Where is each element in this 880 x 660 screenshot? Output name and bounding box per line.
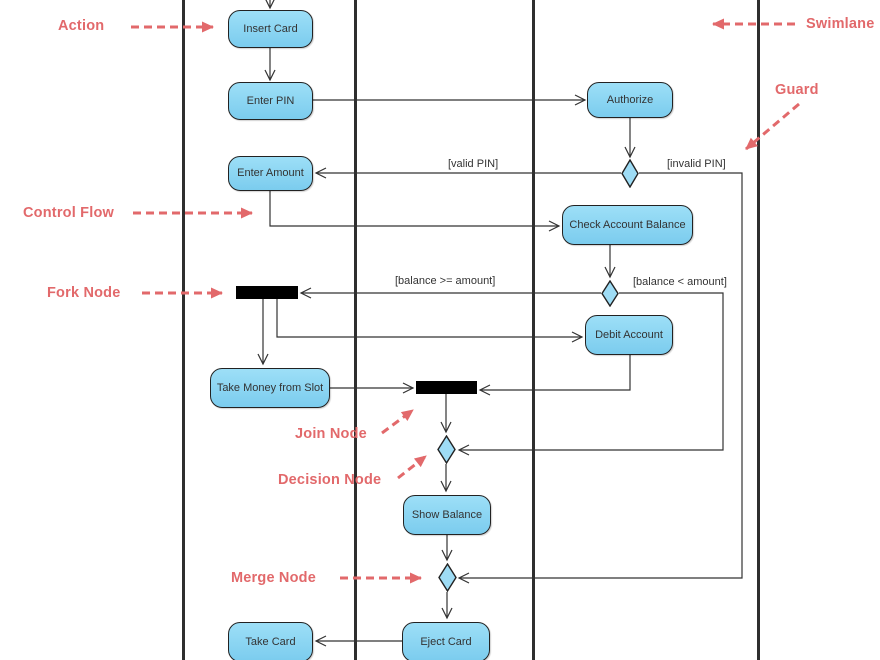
action-debit-account[interactable]: Debit Account [585, 315, 673, 355]
flow-enter-amount-check-balance [270, 191, 559, 226]
annotation-arrow-guard [746, 104, 799, 149]
guard-valid-pin[interactable]: [valid PIN] [448, 158, 499, 170]
guard-balance-lt[interactable]: [balance < amount] [633, 276, 727, 288]
annotation-fork-node: Fork Node [47, 285, 121, 301]
action-check-account-balance[interactable]: Check Account Balance [562, 205, 693, 245]
annotation-decision-node: Decision Node [278, 472, 382, 488]
annotation-control-flow: Control Flow [23, 205, 114, 221]
fork-node-bar[interactable] [236, 286, 298, 299]
decision-node-pin[interactable] [621, 159, 639, 193]
merge-node-diamond[interactable] [438, 563, 457, 597]
action-authorize[interactable]: Authorize [587, 82, 673, 118]
action-show-balance[interactable]: Show Balance [403, 495, 491, 535]
annotation-arrow-decision-node [398, 456, 426, 478]
annotation-arrow-join-node [382, 410, 413, 433]
action-enter-pin[interactable]: Enter PIN [228, 82, 313, 120]
decision-node-balance[interactable] [601, 280, 619, 312]
action-insert-card[interactable]: Insert Card [228, 10, 313, 48]
annotation-guard: Guard [775, 82, 819, 98]
annotation-swimlane: Swimlane [806, 16, 875, 32]
annotation-action: Action [58, 18, 105, 34]
flow-debit-account-join [480, 355, 630, 390]
guard-balance-ge[interactable]: [balance >= amount] [395, 275, 496, 287]
action-take-money-from-slot[interactable]: Take Money from Slot [210, 368, 330, 408]
guard-invalid-pin[interactable]: [invalid PIN] [667, 158, 726, 170]
flow-fork-debit-account [277, 299, 582, 337]
action-take-card[interactable]: Take Card [228, 622, 313, 660]
action-eject-card[interactable]: Eject Card [402, 622, 490, 660]
action-enter-amount[interactable]: Enter Amount [228, 156, 313, 191]
join-node-bar[interactable] [416, 381, 477, 394]
decision-node-main[interactable] [437, 435, 456, 469]
annotation-merge-node: Merge Node [231, 570, 316, 586]
annotation-join-node: Join Node [295, 426, 367, 442]
